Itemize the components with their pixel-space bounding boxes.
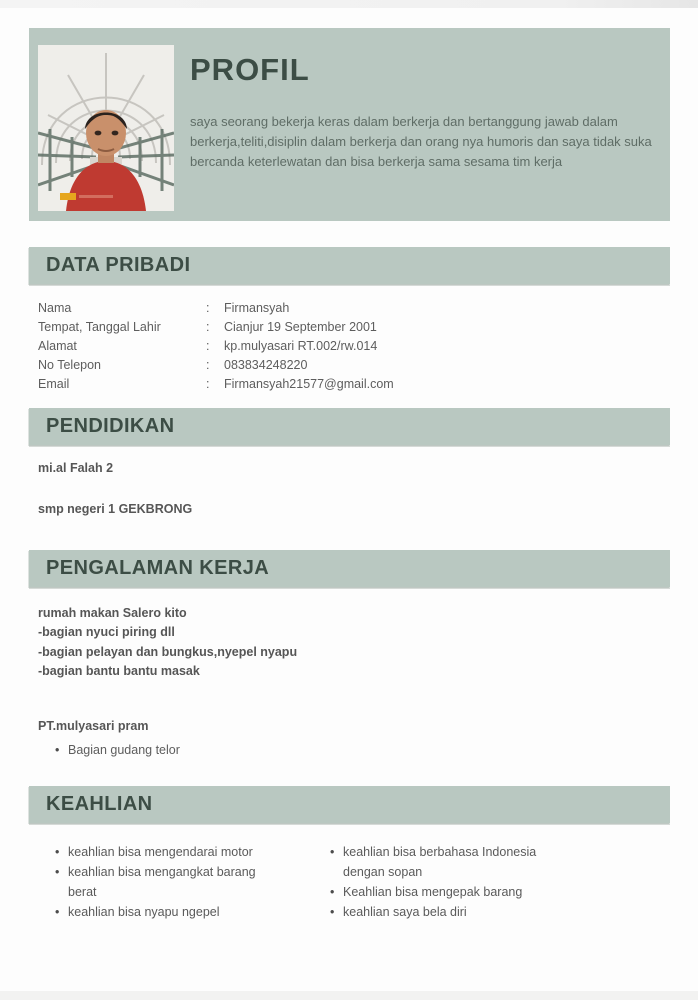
field-value: 083834248220: [224, 358, 308, 372]
page-bottom-strip: [0, 991, 698, 1000]
list-item: [330, 842, 590, 882]
skill-text: keahlian bisa berbahasa Indonesia dengan sopan: [343, 844, 537, 879]
job-bullet-list: [38, 740, 670, 760]
skills-column-left: [29, 842, 330, 922]
field-colon: :: [206, 377, 210, 391]
field-label: Email: [38, 377, 70, 391]
list-item: [29, 842, 330, 862]
field-label: Nama: [38, 301, 72, 315]
list-item: [38, 740, 670, 760]
job-bullet-text: Bagian gudang telor: [68, 742, 180, 757]
section-title-pendidikan: PENDIDIKAN: [46, 415, 175, 437]
profile-photo: [38, 45, 174, 211]
profile-header: [29, 28, 670, 221]
experience-job-pt-mulyasari: [38, 716, 670, 760]
section-bar-pengalaman-kerja: [29, 550, 670, 587]
field-row-no-telepon: [38, 356, 670, 375]
field-label: No Telepon: [38, 358, 102, 372]
skills-column-right: [330, 842, 590, 922]
section-bar-pendidikan: [29, 408, 670, 445]
field-value: Cianjur 19 September 2001: [224, 320, 377, 334]
bullet-icon: [330, 842, 343, 882]
page-top-strip: [0, 0, 698, 8]
section-title-data-pribadi: DATA PRIBADI: [46, 254, 191, 276]
education-item: smp negeri 1 GEKBRONG: [38, 502, 193, 516]
profile-description: saya seorang bekerja keras dalam berkerja dan bertanggung jawab dalam berkerja,teliti,disiplin dalam berkerja dan orang nya humoris dan saya tidak suka bercanda keterlewatan dan bisa berkerja sama sesama tim kerja: [190, 114, 652, 169]
skill-text: Keahlian bisa mengepak barang: [343, 884, 523, 899]
education-item: mi.al Falah 2: [38, 461, 114, 475]
field-value: Firmansyah21577@gmail.com: [224, 377, 394, 391]
bullet-icon: [55, 740, 68, 760]
job-detail-line: -bagian pelayan dan bungkus,nyepel nyapu: [38, 644, 298, 659]
profile-text-block: [190, 28, 670, 172]
section-title-pengalaman-kerja: PENGALAMAN KERJA: [46, 557, 270, 579]
bullet-icon: [330, 882, 343, 902]
personal-fields: [38, 299, 670, 394]
skills-columns: [29, 842, 670, 922]
experience-job-salero-kito: [38, 603, 670, 682]
field-row-alamat: [38, 337, 670, 356]
job-name: rumah makan Salero kito: [38, 606, 187, 620]
job-name: PT.mulyasari pram: [38, 718, 149, 733]
field-value: Firmansyah: [224, 301, 290, 315]
bullet-icon: [55, 862, 68, 902]
skill-text: keahlian saya bela diri: [343, 904, 467, 919]
field-colon: :: [206, 301, 210, 315]
skill-text: keahlian bisa nyapu ngepel: [68, 904, 220, 919]
job-detail-line: -bagian bantu bantu masak: [38, 664, 200, 678]
profile-photo-graphic: [38, 45, 174, 211]
section-bar-keahlian: [29, 786, 670, 823]
list-item: [330, 902, 590, 922]
skill-text: keahlian bisa mengendarai motor: [68, 844, 253, 859]
field-colon: :: [206, 320, 210, 334]
job-detail-line: -bagian nyuci piring dll: [38, 625, 175, 639]
bullet-icon: [55, 842, 68, 862]
field-label: Tempat, Tanggal Lahir: [38, 320, 161, 334]
list-item: [330, 882, 590, 902]
field-row-tempat-tanggal-lahir: [38, 318, 670, 337]
section-bar-data-pribadi: [29, 247, 670, 284]
field-row-nama: [38, 299, 670, 318]
field-row-email: [38, 375, 670, 394]
cv-content: [29, 28, 670, 922]
section-title-keahlian: KEAHLIAN: [46, 792, 153, 815]
profile-title: PROFIL: [190, 52, 310, 87]
list-item: [29, 902, 330, 922]
field-value: kp.mulyasari RT.002/rw.014: [224, 339, 378, 353]
field-colon: :: [206, 358, 210, 372]
field-colon: :: [206, 339, 210, 353]
field-label: Alamat: [38, 339, 77, 353]
skill-text: keahlian bisa mengangkat barang berat: [68, 864, 256, 899]
bullet-icon: [55, 902, 68, 922]
list-item: [29, 862, 330, 902]
bullet-icon: [330, 902, 343, 922]
